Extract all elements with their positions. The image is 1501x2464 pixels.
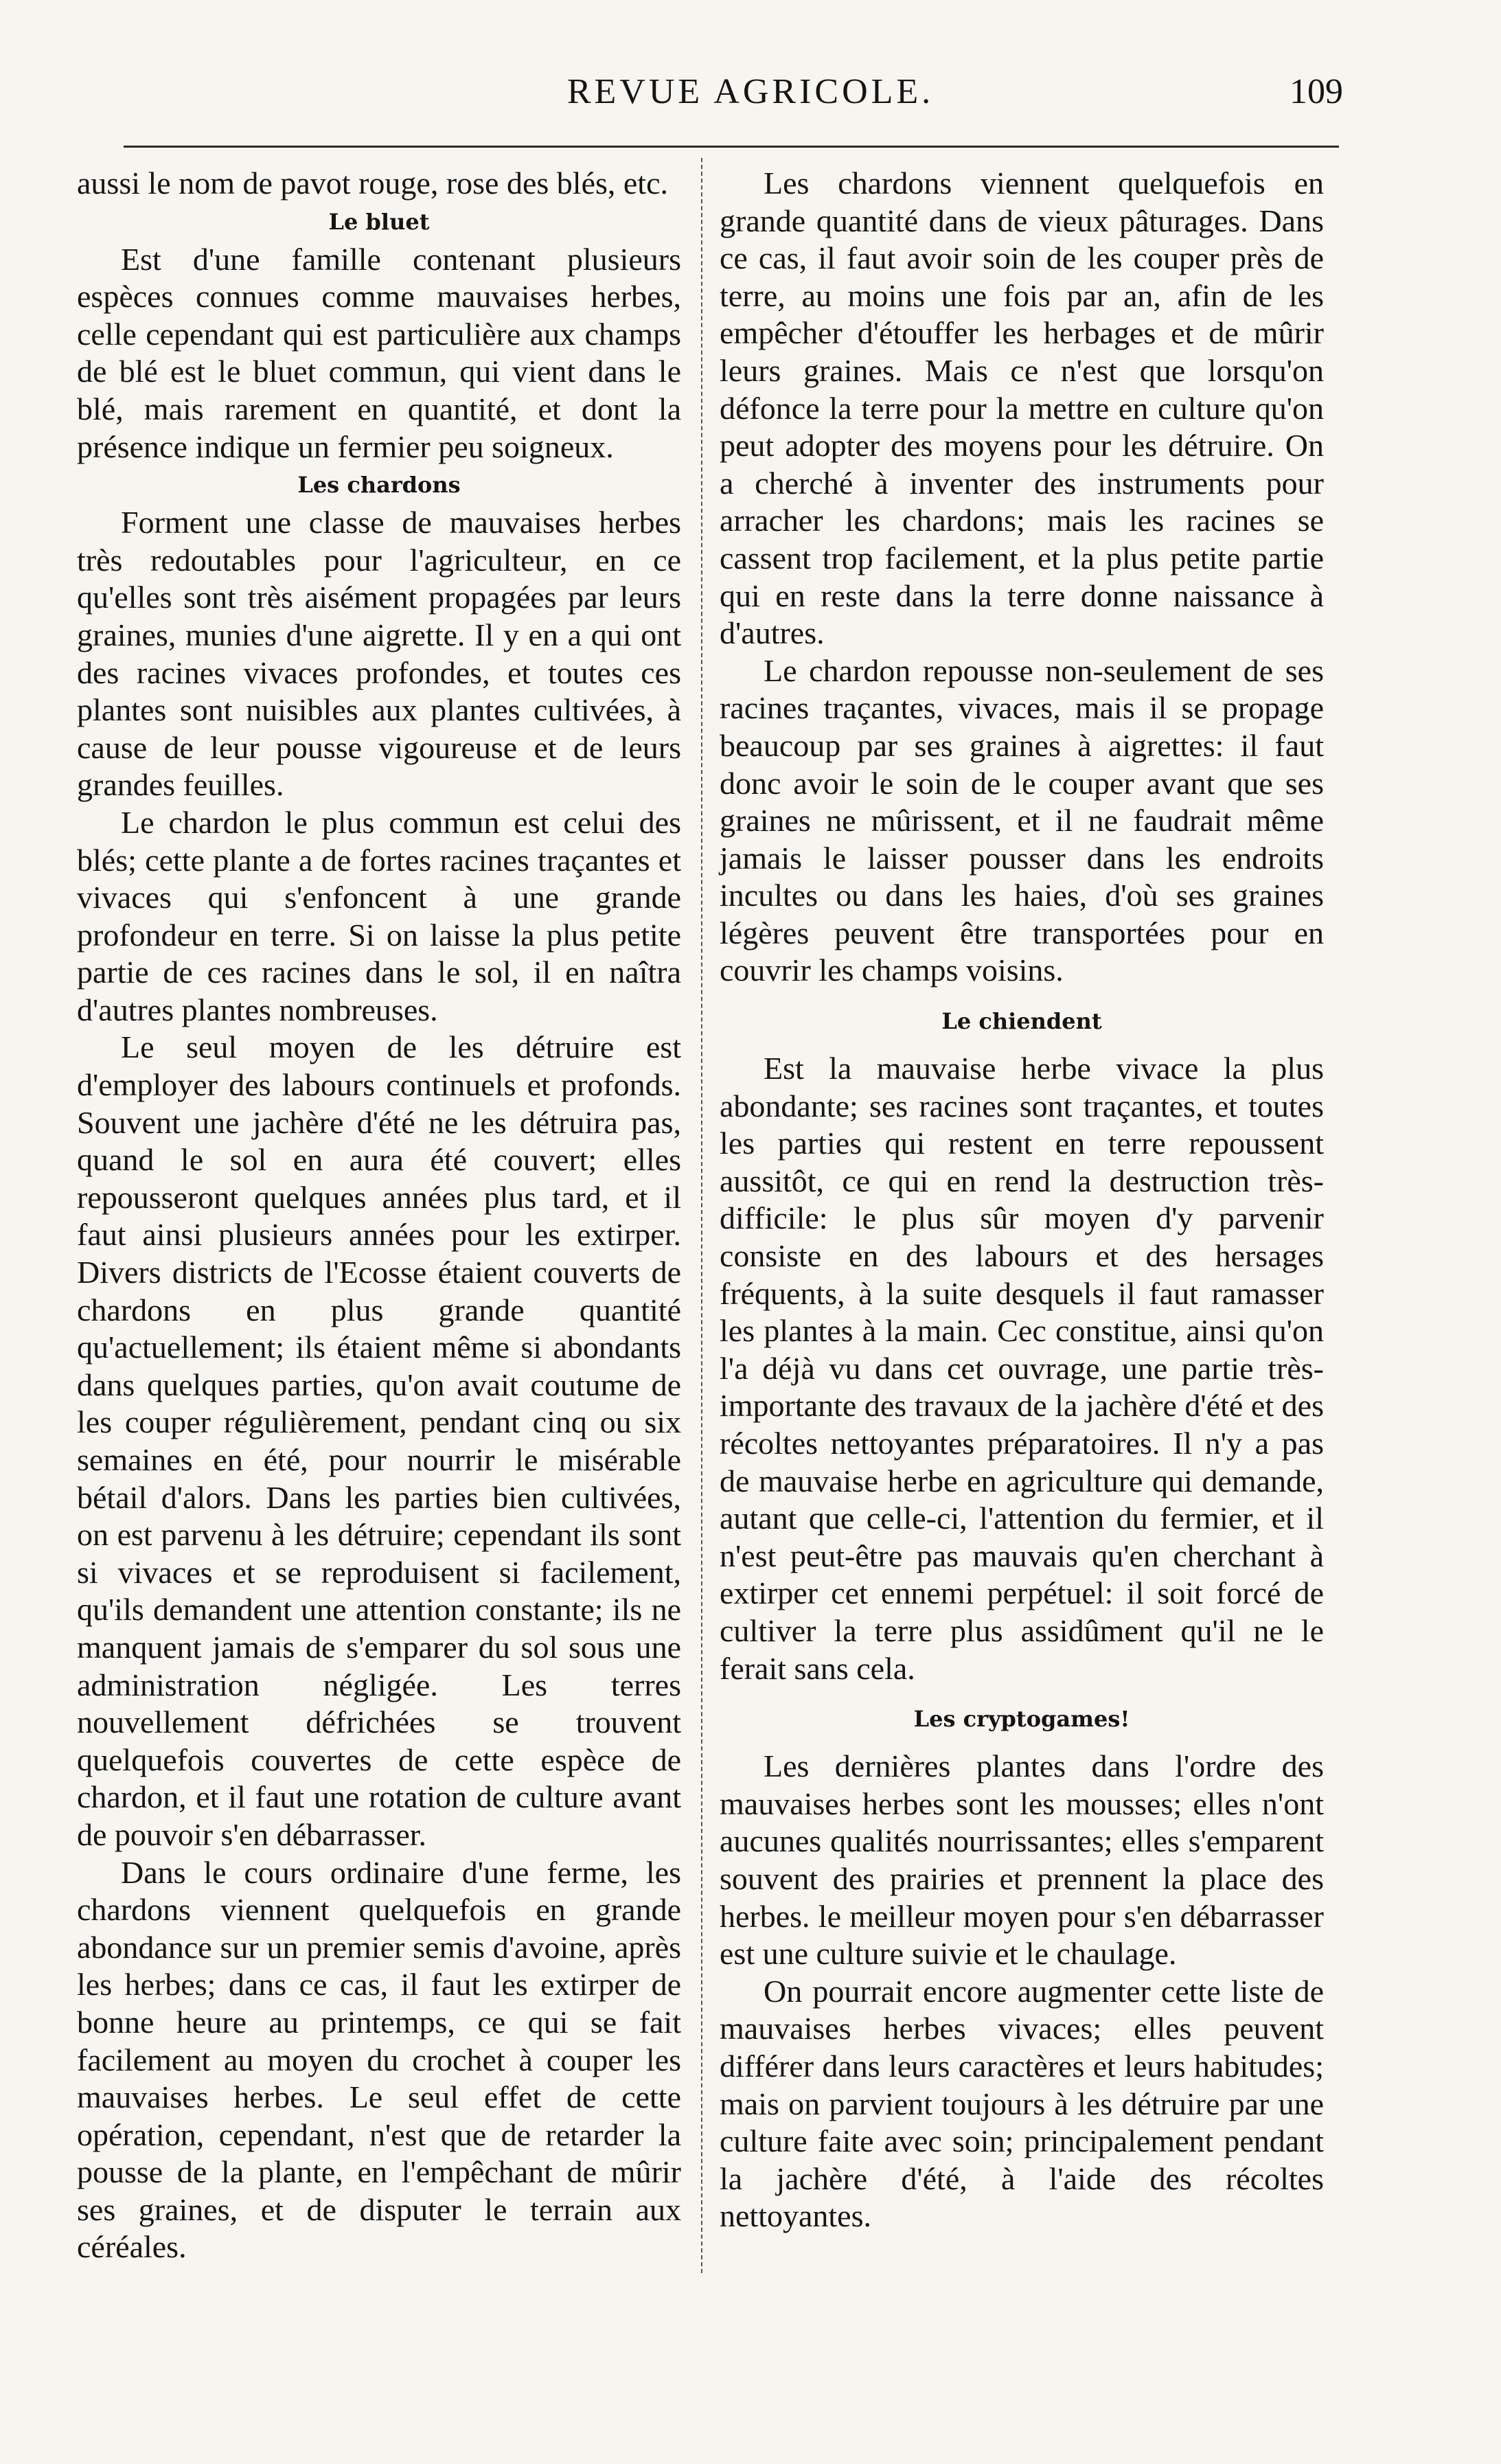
page-number: 109	[1290, 72, 1343, 111]
section-heading-chardons: Les chardons	[297, 472, 461, 499]
left-column	[77, 165, 681, 2266]
paragraph: Le chardon repousse non-seulement de ses racines traçantes, vivaces, mais il se propage beaucoup par ses graines à aigrettes: il faut donc avoir le soin de le couper avant que ses graines ne mûrissent, et il ne faudrait même jamais le laisser pousser dans les endroits incultes ou dans les haies, d'où ses graines légères peuvent être transportées pour en couvrir les champs voisins.	[720, 652, 1324, 988]
paragraph: Le chardon le plus commun est celui des blés; cette plante a de fortes racines traçantes et vivaces qui s'enfoncent à une grande profondeur en terre. Si on laisse la plus petite partie de ces racines dans le sol, il en naîtra d'autres plantes nombreuses.	[77, 804, 681, 1027]
paragraph: Le seul moyen de les détruire est d'employer des labours continuels et profonds. Souvent une jachère d'été ne les détruira pas, quand le sol en aura été couvert; elles repousseront quelques années plus tard, et il faut ainsi plusieurs années pour les extirper. Divers districts de l'Ecosse étaient couverts de chardons en plus grande quantité qu'actuellement; ils étaient même si abondants dans quelques parties, qu'on avait coutume de les couper régulièrement, pendant cinq ou six semaines en été, pour nourrir le misérable bétail d'alors. Dans les parties bien cultivées, on est parvenu à les détruire; cependant ils sont si vivaces et se reproduisent si facilement, qu'ils demandent une attention constante; ils ne manquent jamais de s'emparer du sol sous une administration négligée. Les terres nouvellement défrichées se trouvent quelquefois couvertes de cette espèce de chardon, et il faut une rotation de culture avant de pouvoir s'en débarrasser.	[77, 1029, 681, 1852]
paragraph: On pourrait encore augmenter cette liste de mauvaises herbes vivaces; elles peuvent différer dans leurs caractères et leurs habitudes; mais on parvient toujours à les détruire par une culture faite avec soin; principalement pendant la jachère d'été, à l'aide des récoltes nettoyantes.	[720, 1973, 1324, 2234]
header-rule	[124, 146, 1339, 148]
paragraph: Forment une classe de mauvaises herbes très redoutables pour l'agriculteur, en ce qu'elles sont très aisément propagées par leurs graines, munies d'une aigrette. Il y en a qui ont des racines vivaces profondes, et toutes ces plantes sont nuisibles aux plantes cultivées, à cause de leur pousse vigoureuse et de leurs grandes feuilles.	[77, 505, 681, 803]
section-heading-bluet: Le bluet	[328, 208, 430, 235]
running-title: REVUE AGRICOLE.	[566, 72, 935, 111]
column-divider	[701, 158, 702, 2273]
paragraph: Dans le cours ordinaire d'une ferme, les chardons viennent quelquefois en grande abondance sur un premier semis d'avoine, après les herbes; dans ce cas, il faut les extirper de bonne heure au printemps, ce qui se fait facilement au moyen du crochet à couper les mauvaises herbes. Le seul effet de cette opération, cependant, n'est que de retarder la pousse de la plante, en l'empêchant de mûrir ses graines, et de disputer le terrain aux céréales.	[77, 1854, 681, 2265]
paragraph: Est la mauvaise herbe vivace la plus abondante; ses racines sont traçantes, et toutes les parties qui restent en terre repoussent aussitôt, ce qui en rend la destruction très-difficile: le plus sûr moyen d'y parvenir consiste en des labours et des hersages fréquents, à la suite desquels il faut ramasser les plantes à la main. Cec constitue, ainsi qu'on l'a déjà vu dans cet ouvrage, une partie très-importante des travaux de la jachère d'été et des récoltes nettoyantes préparatoires. Il n'y a pas de mauvaise herbe en agriculture qui demande, autant que celle-ci, l'attention du fermier, et il n'est peut-être pas mauvais qu'en cherchant à extirper cet ennemi perpétuel: il soit forcé de cultiver la terre plus assidûment qu'il ne le ferait sans cela.	[720, 1051, 1324, 1686]
paragraph: Les chardons viennent quelquefois en grande quantité dans de vieux pâturages. Dans ce cas, il faut avoir soin de les couper près de terre, au moins une fois par an, afin de les empêcher d'étouffer les herbages et de mûrir leurs graines. Mais ce n'est que lorsqu'on défonce la terre pour la mettre en culture qu'on peut adopter des moyens pour les détruire. On a cherché à inventer des instruments pour arracher les chardons; mais les racines se cassent trop facilement, et la plus petite partie qui en reste dans la terre donne naissance à d'autres.	[720, 166, 1324, 651]
paragraph: aussi le nom de pavot rouge, rose des blés, etc.	[77, 166, 668, 201]
paragraph: Est d'une famille contenant plusieurs espèces connues comme mauvaises herbes, celle cependant qui est particulière aux champs de blé est le bluet commun, qui vient dans le blé, mais rarement en quantité, et dont la présence indique un fermier peu soigneux.	[77, 241, 681, 464]
section-heading-chiendent: Le chiendent	[941, 1008, 1102, 1035]
right-column	[720, 165, 1324, 2235]
section-heading-cryptogames: Les cryptogames!	[913, 1706, 1130, 1733]
paragraph: Les dernières plantes dans l'ordre des mauvaises herbes sont les mousses; elles n'ont aucunes qualités nourrissantes; elles s'emparent souvent des prairies et prennent la place des herbes. le meilleur moyen pour s'en débarrasser est une culture suivie et le chaulage.	[720, 1748, 1324, 1972]
